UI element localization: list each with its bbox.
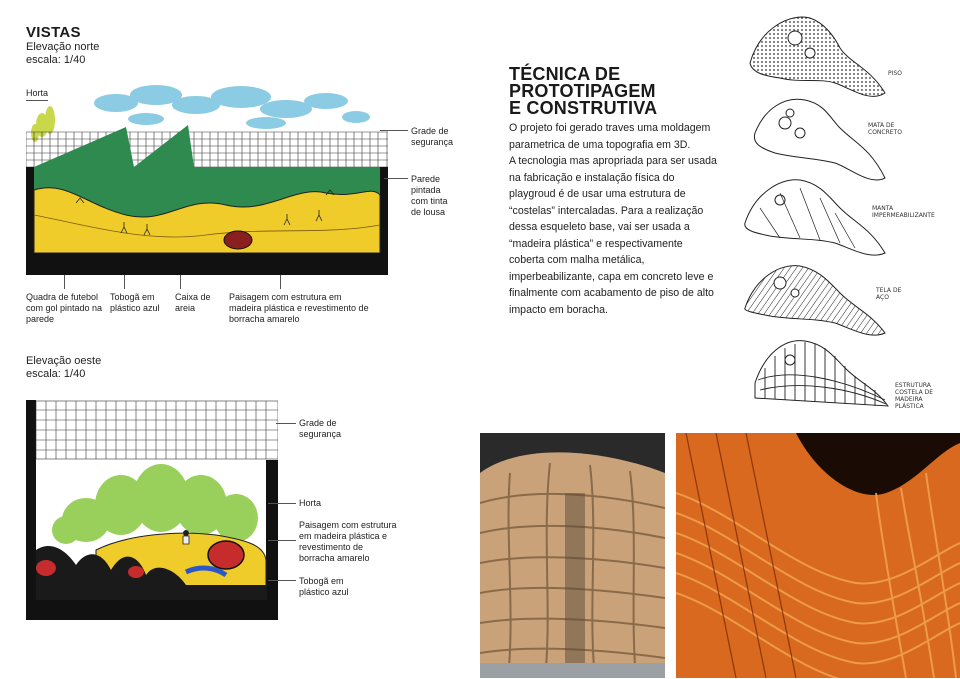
- tecnica-paragraph-1: O projeto foi gerado traves uma moldagem parametrica de uma topografia em 3D.: [509, 122, 711, 151]
- north-label-horta: Horta: [26, 88, 49, 98]
- north-label-paisagem: Paisagem com estrutura em madeira plástica e revestimento de borracha amarelo: [229, 292, 369, 324]
- sketch-label-tela: TELA DE AÇO: [876, 287, 902, 301]
- north-elevation-title: Elevação norte: [26, 41, 100, 53]
- north-elevation-drawing: [26, 75, 388, 275]
- north-label-parede: Parede pintada com tinta de lousa: [411, 174, 448, 217]
- north-label-grade: Grade de segurança: [411, 126, 454, 147]
- west-label-paisagem: Paisagem com estrutura em madeira plástica e revestimento de borracha amarelo: [299, 520, 397, 563]
- north-elevation-scale: escala: 1/40: [26, 54, 86, 66]
- west-elevation-drawing: [26, 400, 278, 620]
- tecnica-title-line3: E CONSTRUTIVA: [509, 98, 658, 118]
- sketch-label-concreto: MATA DE CONCRETO: [868, 122, 902, 136]
- tecnica-title-line2: PROTOTIPAGEM: [509, 81, 656, 101]
- sketch-label-costela: ESTRUTURA COSTELA DE MADEIRA PLÁSTICA: [895, 382, 934, 410]
- tecnica-title-line1: TÉCNICA DE: [509, 64, 621, 84]
- north-label-toboga: Tobogã em plástico azul: [110, 292, 160, 313]
- west-elevation-title: Elevação oeste: [26, 355, 102, 367]
- photo-wood-prototype: [480, 433, 665, 678]
- west-label-toboga: Tobogã em plástico azul: [299, 576, 349, 597]
- west-elevation-scale: escala: 1/40: [26, 368, 86, 380]
- north-label-quadra: Quadra de futebol com gol pintado na parede: [26, 292, 103, 324]
- west-label-horta: Horta: [299, 498, 322, 508]
- tecnica-body: [509, 120, 719, 318]
- sketch-label-piso: PISO: [888, 70, 902, 77]
- tecnica-paragraph-2: A tecnologia mas apropriada para ser usada na fabricação e instalação física do playgroud é de usar uma estrutura de “costelas” intercaladas. Para a realização dessa esqueleto base, vai ser usada a “madeira plástica” e respectivamente coberta com malha metálica, imperbeabilizante, capa em concreto leve e finalmente com acabamento de piso de alto impacto em boracha.: [509, 155, 717, 316]
- sketch-label-manta: MANTA IMPERMEABILIZANTE: [872, 205, 935, 219]
- section-title-tecnica: [509, 66, 657, 117]
- photo-orange-ribs: [676, 433, 960, 678]
- west-label-grade: Grade de segurança: [299, 418, 342, 439]
- north-label-caixa: Caixa de areia: [175, 292, 211, 313]
- section-title-vistas: VISTAS: [26, 24, 81, 41]
